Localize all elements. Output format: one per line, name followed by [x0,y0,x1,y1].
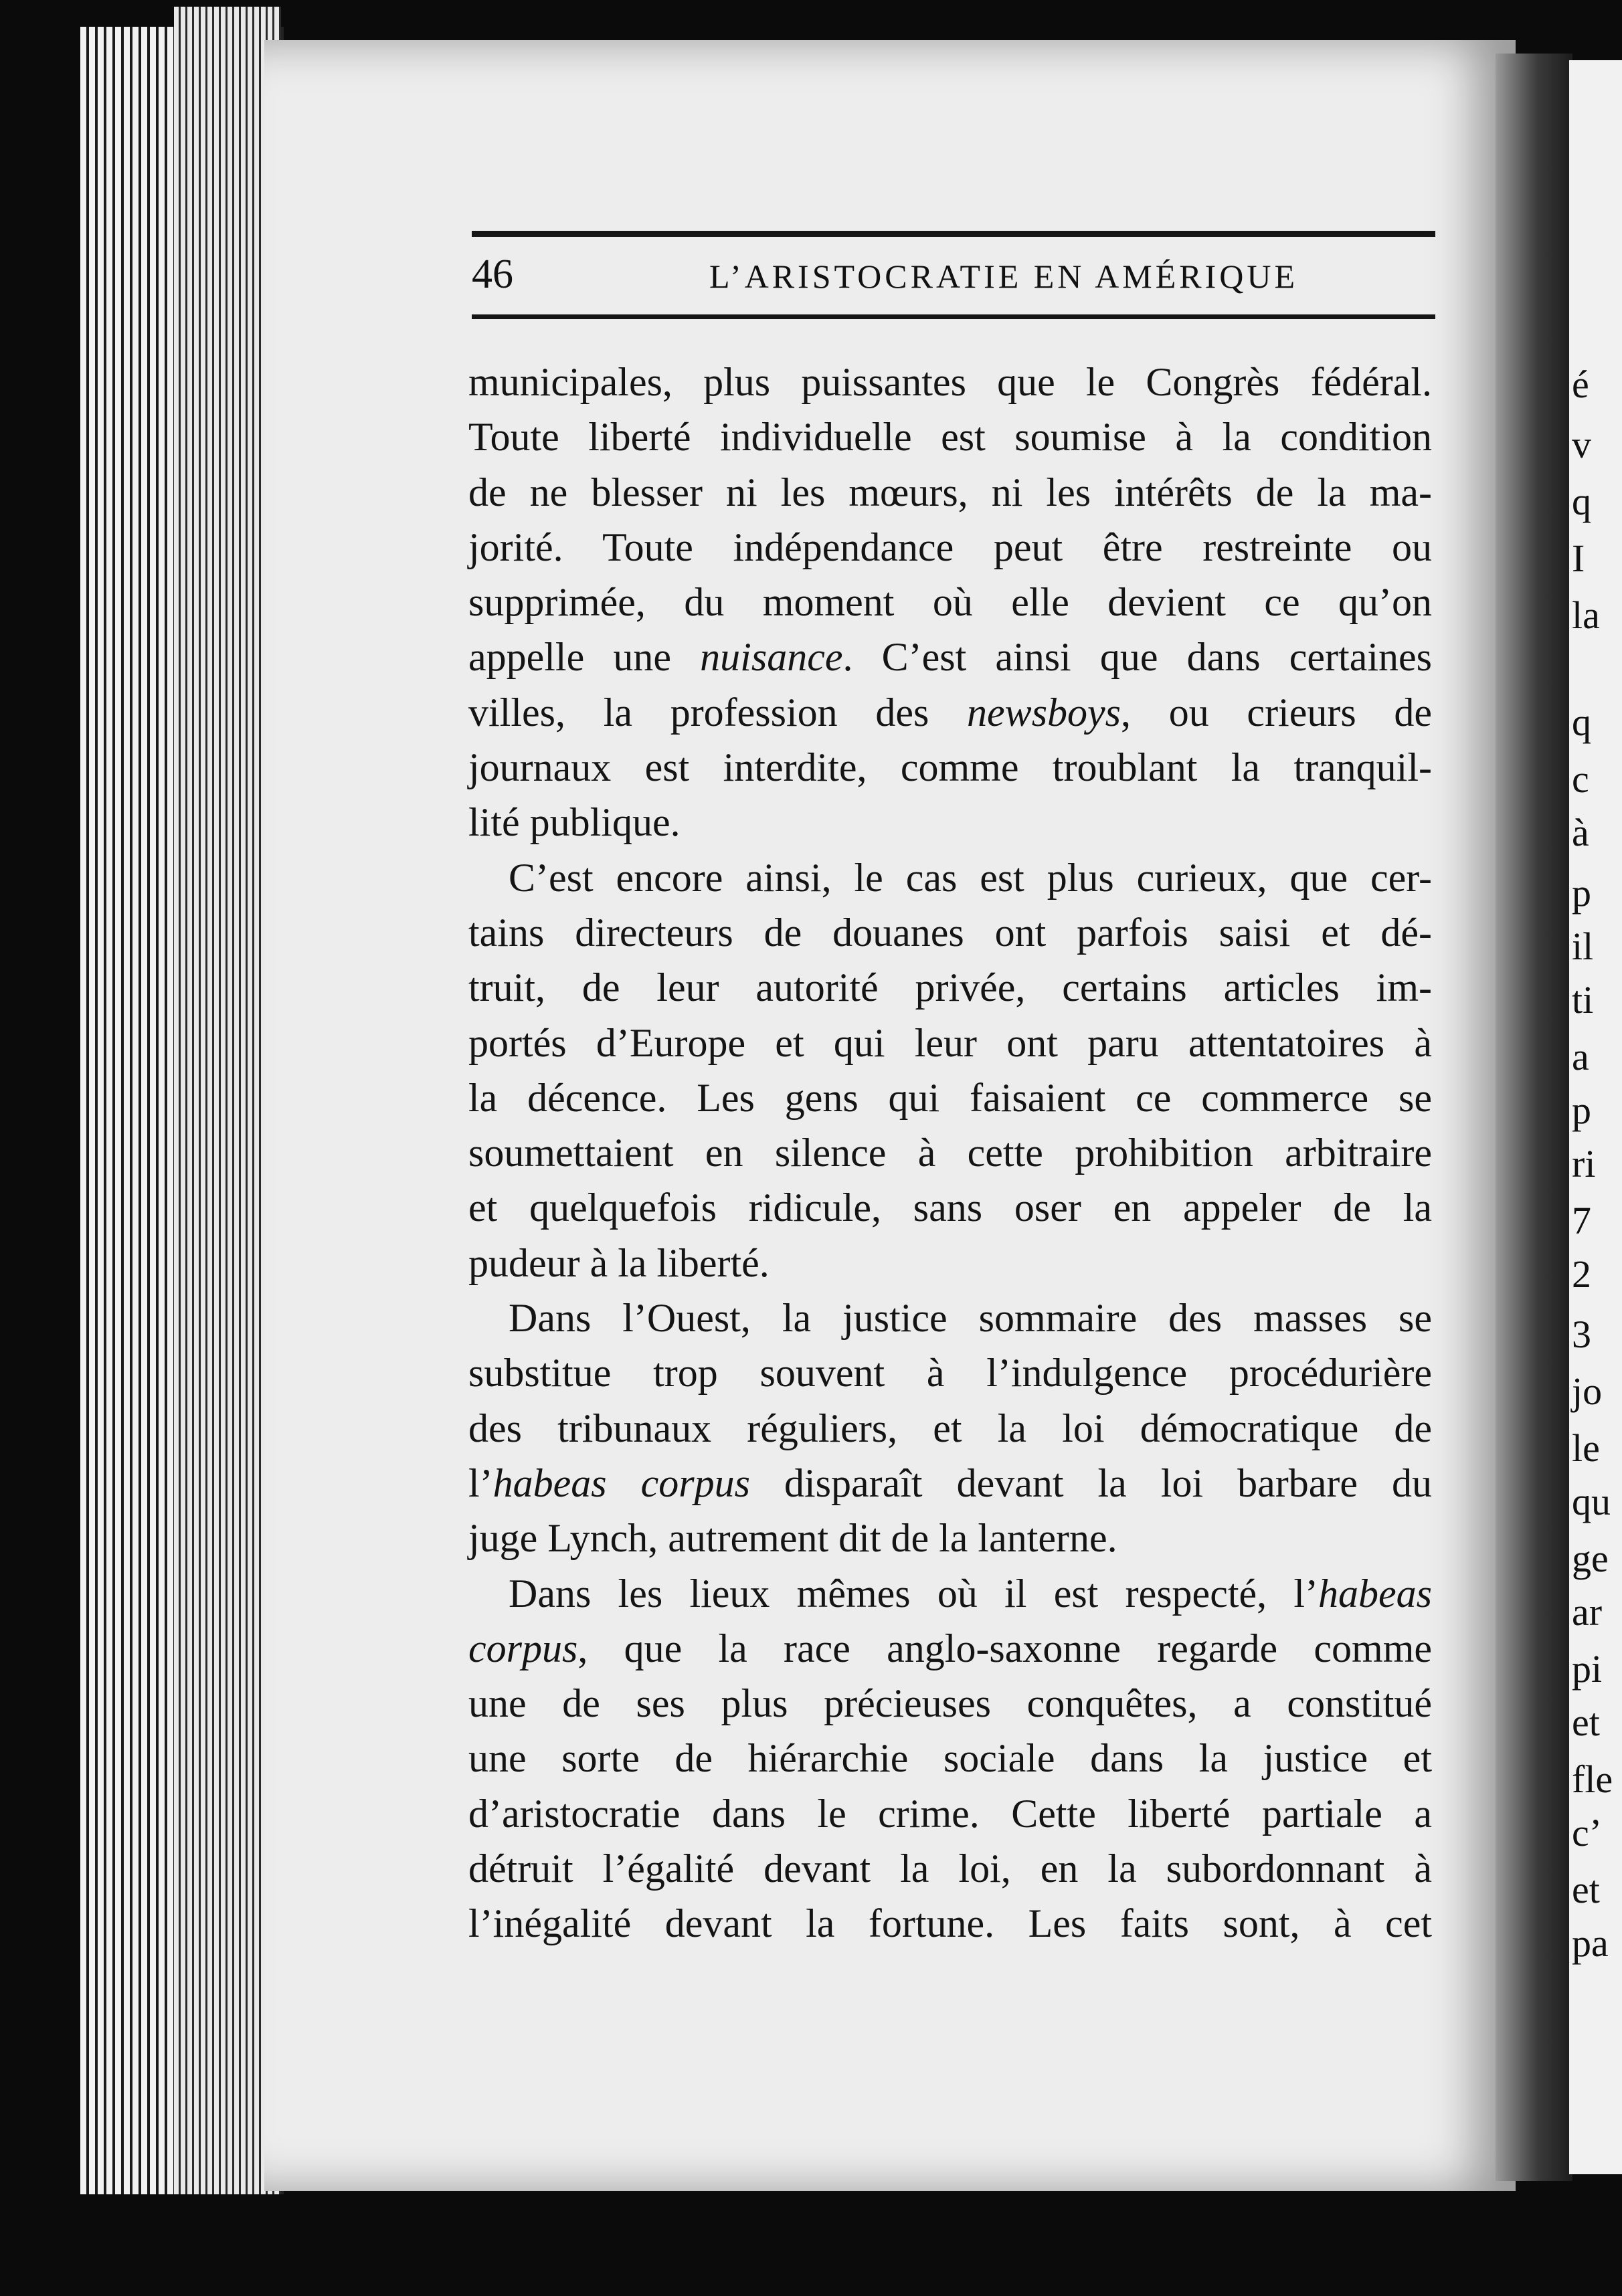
facing-page-fragment: é [1572,363,1589,406]
text-run: jorité. Toute indépendance peut être restreinte ou [468,524,1432,569]
text-line [468,1125,1432,1180]
facing-page-fragment: p [1572,1088,1591,1132]
facing-page-fragment: et [1572,1701,1600,1744]
facing-page-fragment: q [1572,700,1591,744]
text-run: supprimée, du moment où elle devient ce qu’on [468,580,1432,625]
header-rule-bottom [472,314,1435,319]
text-run: lité publique. [468,800,681,845]
facing-page-fragment: il [1572,925,1594,968]
text-run: substitue trop souvent à l’indulgence procédurière [468,1351,1432,1396]
text-run: et quelquefois ridicule, sans oser en appeler de la [468,1185,1432,1230]
text-line [468,1236,1432,1290]
text-run: une sorte de hiérarchie sociale dans la justice et [468,1736,1432,1781]
text-run: Dans les lieux mêmes où il est respecté, l’ [509,1571,1319,1616]
page-number: 46 [472,252,513,297]
text-line [468,905,1432,960]
text-line [468,1566,1432,1621]
text-run: tains directeurs de douanes ont parfois saisi et dé- [468,910,1432,955]
text-line [468,1016,1432,1070]
text-run: Toute liberté individuelle est soumise à la condition [468,415,1432,460]
italic-text: corpus [468,1626,578,1670]
text-line [468,1401,1432,1456]
text-line [468,575,1432,630]
italic-text: nuisance [700,635,843,680]
text-line [468,685,1432,740]
text-line [468,1676,1432,1731]
text-line [468,1621,1432,1676]
text-line [468,520,1432,575]
facing-page-fragment: I [1572,537,1585,580]
text-line [468,355,1432,409]
header-rule-top [472,231,1435,237]
text-line [468,1345,1432,1400]
text-line [468,850,1432,905]
text-run: journaux est interdite, comme troublant la tranquil- [468,745,1432,790]
text-run: d’aristocratie dans le crime. Cette liberté partiale a [468,1791,1432,1836]
text-run: portés d’Europe et qui leur ont paru attentatoires à [468,1020,1432,1065]
facing-page-fragment: ti [1572,978,1594,1022]
text-line [468,960,1432,1015]
facing-page-fragment: v [1572,423,1591,466]
facing-page-fragment: c’ [1572,1811,1603,1854]
text-run: pudeur à la liberté. [468,1240,770,1285]
facing-page-fragment: qu [1572,1480,1611,1523]
facing-page-fragment: 3 [1572,1313,1591,1356]
text-run: détruit l’égalité devant la loi, en la subordonnant à [468,1846,1432,1891]
text-run: villes, la profession des [468,690,968,735]
text-run: la décence. Les gens qui faisaient ce commerce se [468,1075,1432,1120]
running-head: L’ARISTOCRATIE EN AMÉRIQUE [709,258,1299,295]
text-run: une de ses plus précieuses conquêtes, a constitué [468,1681,1432,1726]
text-run: appelle une [468,635,701,680]
text-run: disparaît devant la loi barbare du [749,1460,1432,1505]
facing-page-fragment: pi [1572,1647,1603,1691]
text-line [468,1290,1432,1345]
text-line [468,740,1432,795]
facing-page-fragment: pa [1572,1921,1609,1965]
facing-page-fragment: q [1572,480,1591,523]
facing-page-fragment: et [1572,1868,1600,1911]
text-run: l’inégalité devant la fortune. Les faits sont, à cet [468,1901,1432,1946]
text-line [468,1456,1432,1511]
text-line [468,409,1432,464]
text-run: , ou crieurs de [1121,690,1433,735]
text-line [468,1180,1432,1235]
facing-page-fragment: jo [1572,1369,1603,1413]
facing-page-fragment: ar [1572,1590,1603,1634]
text-line [468,795,1432,850]
text-run: de ne blesser ni les mœurs, ni les intérêts de la ma- [468,470,1432,514]
text-line [468,1511,1432,1565]
facing-page-fragment: c [1572,757,1589,801]
text-run: l’ [468,1460,493,1505]
text-run: des tribunaux réguliers, et la loi démocratique de [468,1406,1432,1450]
text-run: soumettaient en silence à cette prohibition arbitraire [468,1131,1432,1175]
italic-text: newsboys [967,690,1121,735]
text-run: , que la race anglo-saxonne regarde comme [577,1626,1432,1670]
facing-page-fragment: fle [1572,1757,1613,1801]
italic-text: habeas corpus [492,1460,750,1505]
facing-page-fragment: ge [1572,1537,1609,1580]
facing-page-fragment: ri [1572,1142,1596,1185]
text-run: truit, de leur autorité privée, certains articles im- [468,965,1432,1010]
text-run: Dans l’Ouest, la justice sommaire des masses se [509,1296,1432,1341]
facing-page-fragment: 7 [1572,1199,1591,1242]
text-line [468,465,1432,520]
text-line [468,1786,1432,1841]
facing-page-fragment: le [1572,1426,1600,1470]
text-run: C’est encore ainsi, le cas est plus curieux, que cer- [509,855,1432,900]
text-line [468,630,1432,684]
text-line [468,1731,1432,1786]
italic-text: habeas [1318,1571,1432,1616]
book-gutter-shadow [1496,54,1572,2181]
text-run: municipales, plus puissantes que le Congrès fédéral. [468,360,1432,404]
facing-page-fragment: 2 [1572,1252,1591,1296]
text-line [468,1896,1432,1951]
text-run: juge Lynch, autrement dit de la lanterne. [468,1516,1117,1561]
facing-page-fragment: a [1572,1035,1589,1078]
text-line [468,1841,1432,1896]
facing-page-fragment: à [1572,811,1589,854]
facing-page-fragment: la [1572,593,1600,637]
text-line [468,1070,1432,1125]
facing-page-fragment: p [1572,871,1591,915]
body-text [468,355,1432,1951]
facing-page [1569,60,1622,2174]
text-run: . C’est ainsi que dans certaines [842,635,1432,680]
